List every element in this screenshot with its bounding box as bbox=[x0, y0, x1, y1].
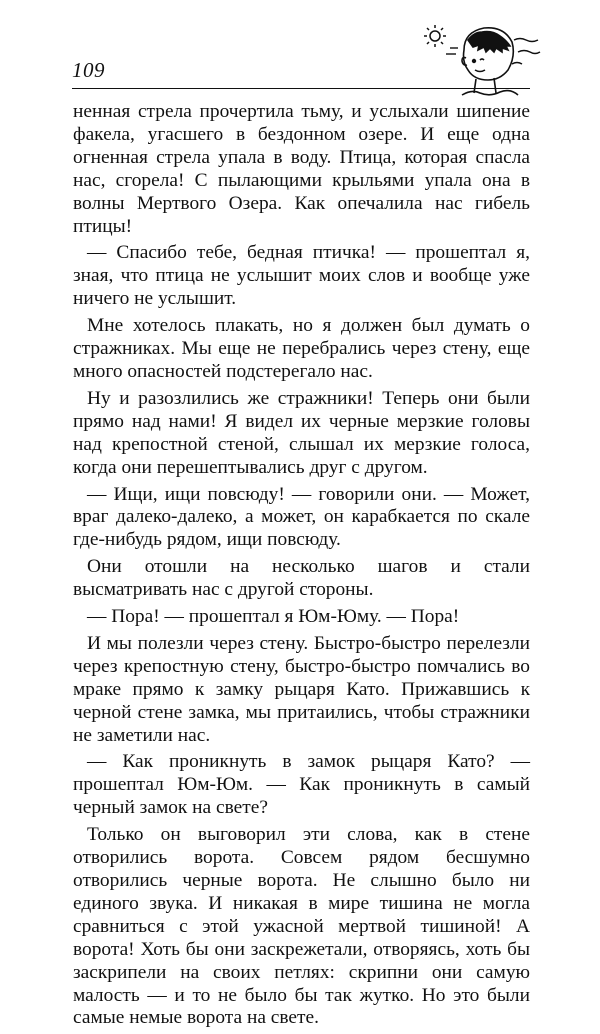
paragraph: Они отошли на несколько шагов и стали высматривать нас с другой стороны. bbox=[73, 556, 530, 601]
sun-icon bbox=[424, 25, 446, 47]
paragraph: — Как проникнуть в замок рыцаря Като? — прошептал Юм-Юм. — Как проникнуть в самый черный замок на свете? bbox=[73, 751, 530, 819]
paragraph: — Спасибо тебе, бедная птичка! — прошептал я, зная, что птица не услышит моих слов и вообще уже ничего не услышит. bbox=[73, 242, 530, 310]
paragraph: ненная стрела прочертила тьму, и услыхали шипение факела, угасшего в бездонном озере. И еще одна огненная стрела упала в воду. Птица, которая спасла нас, сгорела! С пылающими крыльями упала она в волны Мертвого Озера. Как опечалила нас гибель птицы! bbox=[73, 101, 530, 237]
paragraph: Только он выговорил эти слова, как в стене отворились ворота. Совсем рядом бесшумно отворились черные ворота. Не слышно было ни единого звука. И никакая в мире тишина не могла сравниться с этой ужасной мертвой тишиной! А ворота! Хоть бы они заскрежетали, отворяясь, хоть бы заскрипели на своих петлях: скрипни они самую малость — и то не было бы так жутко. Но это были самые немые ворота на свете. bbox=[73, 824, 530, 1029]
boy-head-icon bbox=[462, 28, 518, 95]
page-number: 109 bbox=[72, 58, 105, 82]
paragraph: Мне хотелось плакать, но я должен был думать о стражниках. Мы еще не перебрались через стену, еще много опасностей подстерегало нас. bbox=[73, 315, 530, 382]
paragraph: — Ищи, ищи повсюду! — говорили они. — Может, враг далеко-далеко, а может, он карабкается по скале где-нибудь рядом, ищи повсюду. bbox=[73, 483, 530, 551]
paragraph: И мы полезли через стену. Быстро-быстро перелезли через крепостную стену, быстро-быстро помчались во мраке прямо к замку рыцаря Като. Прижавшись к черной стене замка, мы притаились, чтобы стражники не заметили нас. bbox=[73, 632, 530, 746]
boy-head-with-sun-icon bbox=[418, 14, 546, 96]
paragraph: Ну и разозлились же стражники! Теперь они были прямо над нами! Я видел их черные мерзкие головы над крепостной стеной, слышал их мерзкие голоса, когда они перешептывались друг с другом. bbox=[73, 387, 530, 478]
paragraph: — Пора! — прошептал я Юм-Юму. — Пора! bbox=[87, 606, 460, 628]
main-text bbox=[73, 101, 530, 1034]
